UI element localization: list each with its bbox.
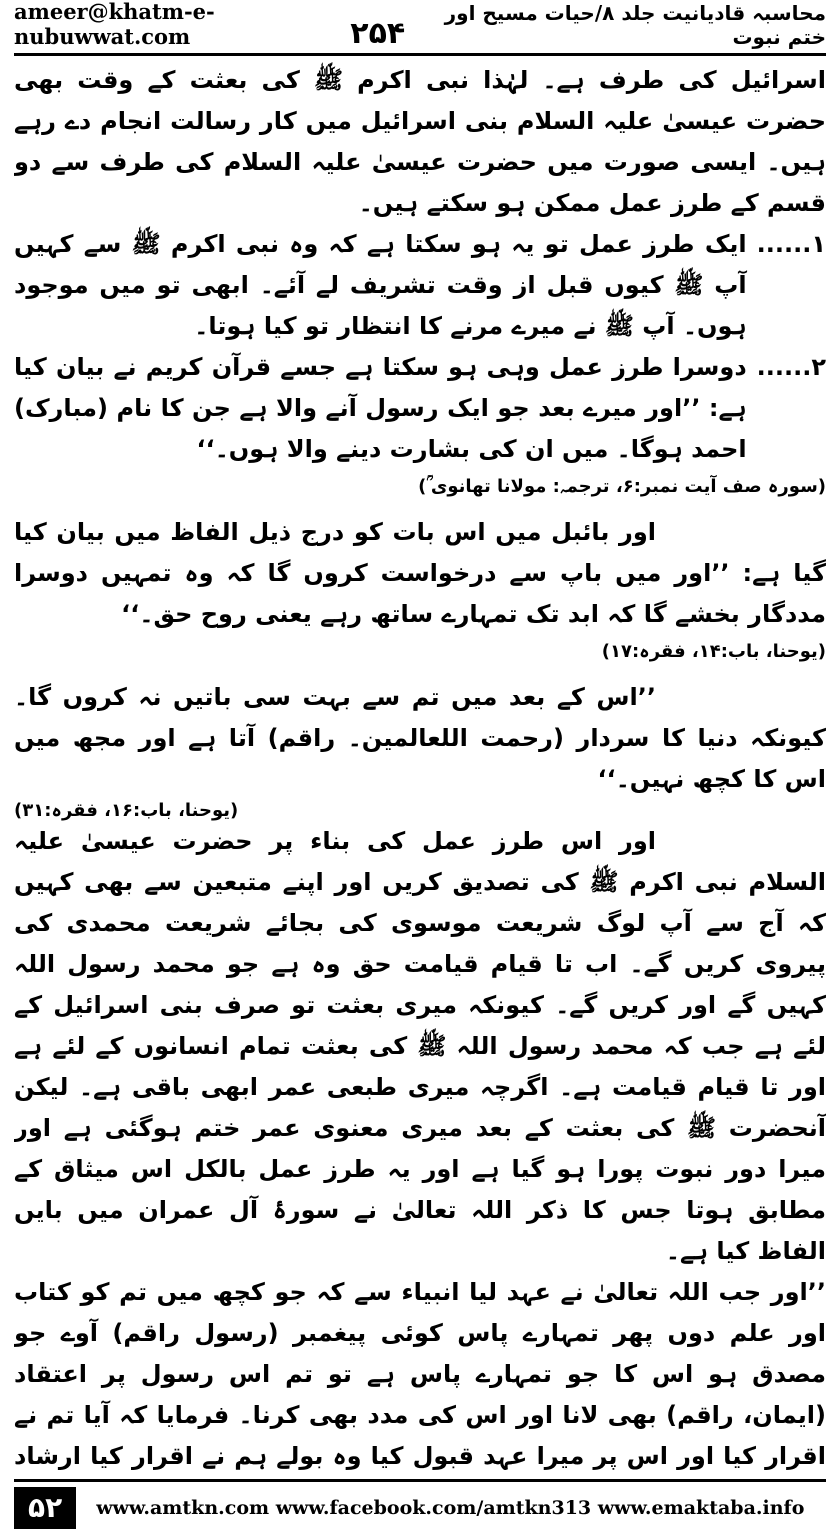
numbered-item-2 bbox=[14, 347, 826, 470]
paragraph-5: ’’اور جب اللہ تعالیٰ نے عہد لیا انبیاء سے کہ جو کچھ میں تم کو کتاب اور علم دوں پھر تمہارے پاس کوئی پیغمبر (رسول راقم) آوے جو مصدق ہو اس کا جو تمہارے پاس ہے تو تم اس رسول پر اعتقاد (ایمان، راقم) بھی لانا اور اس کی مدد بھی کرنا۔ فرمایا کہ آیا تم نے اقرار کیا اور اس پر میرا عہد قبول کیا وہ بولے ہم نے اقرار کیا ارشاد bbox=[14, 1278, 826, 1470]
item-number-1: ۱...... bbox=[756, 230, 826, 258]
reference-1: (سورہ صف آیت نمبر:۶، ترجمہ: مولانا تھانوی ؒ) bbox=[418, 476, 826, 497]
paragraph-4: اور اس طرز عمل کی بناء پر حضرت عیسیٰ علیہ السلام نبی اکرم ﷺ کی تصدیق کریں اور اپنے متبعین سے بھی کہیں کہ آج سے آپ لوگ شریعت موسوی کی بجائے شریعت محمدی کی پیروی کریں گے۔ اب تا قیام قیامت حق وہ ہے جو محمد رسول اللہ کہیں گے اور کریں گے۔ کیونکہ میری بعثت تو صرف بنی اسرائیل کے لئے ہے جب کہ محمد رسول اللہ ﷺ کی بعثت تمام انسانوں کے لئے ہے اور تا قیام قیامت ہے۔ اگرچہ میری طبعی عمر ابھی باقی ہے۔ لیکن آنحضرت ﷺ کی بعثت کے بعد میری معنوی عمر ختم ہوگئی ہے اور میرا دور نبوت پورا ہو گیا ہے اور یہ طرز عمل بالکل اس میثاق کے مطابق ہوتا جس کا ذکر اللہ تعالیٰ نے سورۂ آل عمران میں بایں الفاظ کیا ہے۔ bbox=[14, 827, 826, 1265]
paragraph-3: ’’اس کے بعد میں تم سے بہت سی باتیں نہ کروں گا۔ کیونکہ دنیا کا سردار (رحمت اللعالمین۔ راقم) آتا ہے اور مجھ میں اس کا کچھ نہیں۔‘‘ bbox=[14, 683, 826, 793]
header-page-number: ۲۵۴ bbox=[350, 16, 406, 51]
item-text-2: دوسرا طرز عمل وہی ہو سکتا ہے جسے قرآن کریم نے بیان کیا ہے: ’’اور میرے بعد جو ایک رسول آنے والا ہے جن کا نام (مبارک) احمد ہوگا۔ میں ان کی بشارت دینے والا ہوں۔‘‘ bbox=[14, 353, 747, 463]
header-book-title: محاسبہ قادیانیت جلد ۸/حیات مسیح اور ختم نبوت bbox=[444, 1, 826, 49]
reference-3-row bbox=[14, 800, 826, 821]
numbered-item-1 bbox=[14, 224, 826, 347]
paragraph-2: اور بائبل میں اس بات کو درج ذیل الفاظ میں بیان کیا گیا ہے: ’’اور میں باپ سے درخواست کروں گا کہ وہ تمہیں دوسرا مددگار بخشے گا کہ ابد تک تمہارے ساتھ رہے یعنی روح حق۔‘‘ bbox=[14, 518, 826, 628]
page-footer bbox=[14, 1479, 826, 1534]
reference-2: (یوحنا، باب:۱۴، فقرہ:۱۷) bbox=[601, 641, 826, 662]
header-left bbox=[14, 0, 405, 49]
item-text-1: ایک طرز عمل تو یہ ہو سکتا ہے کہ وہ نبی اکرم ﷺ سے کہیں آپ ﷺ کیوں قبل از وقت تشریف لے آئے۔ ابھی تو میں موجود ہوں۔ آپ ﷺ نے میرے مرنے کا انتظار تو کیا ہوتا۔ bbox=[14, 230, 747, 340]
page-body bbox=[14, 60, 826, 1470]
header-email: ameer@khatm-e-nubuwwat.com bbox=[14, 0, 215, 49]
footer-links: www.amtkn.com www.facebook.com/amtkn313 www.emaktaba.info bbox=[96, 1497, 805, 1519]
item-number-2: ۲...... bbox=[756, 353, 826, 381]
page-header bbox=[14, 0, 826, 56]
footer-page-number: ۵۲ bbox=[14, 1487, 76, 1529]
paragraph-1: اسرائیل کی طرف ہے۔ لہٰذا نبی اکرم ﷺ کی بعثت کے وقت بھی حضرت عیسیٰ علیہ السلام بنی اسرائیل میں کار رسالت انجام دے رہے ہیں۔ ایسی صورت میں حضرت عیسیٰ علیہ السلام کی طرف سے دو قسم کے طرز عمل ممکن ہو سکتے ہیں۔ bbox=[14, 66, 826, 217]
reference-3: (یوحنا، باب:۱۶، فقرہ:۳۱) bbox=[14, 800, 239, 821]
